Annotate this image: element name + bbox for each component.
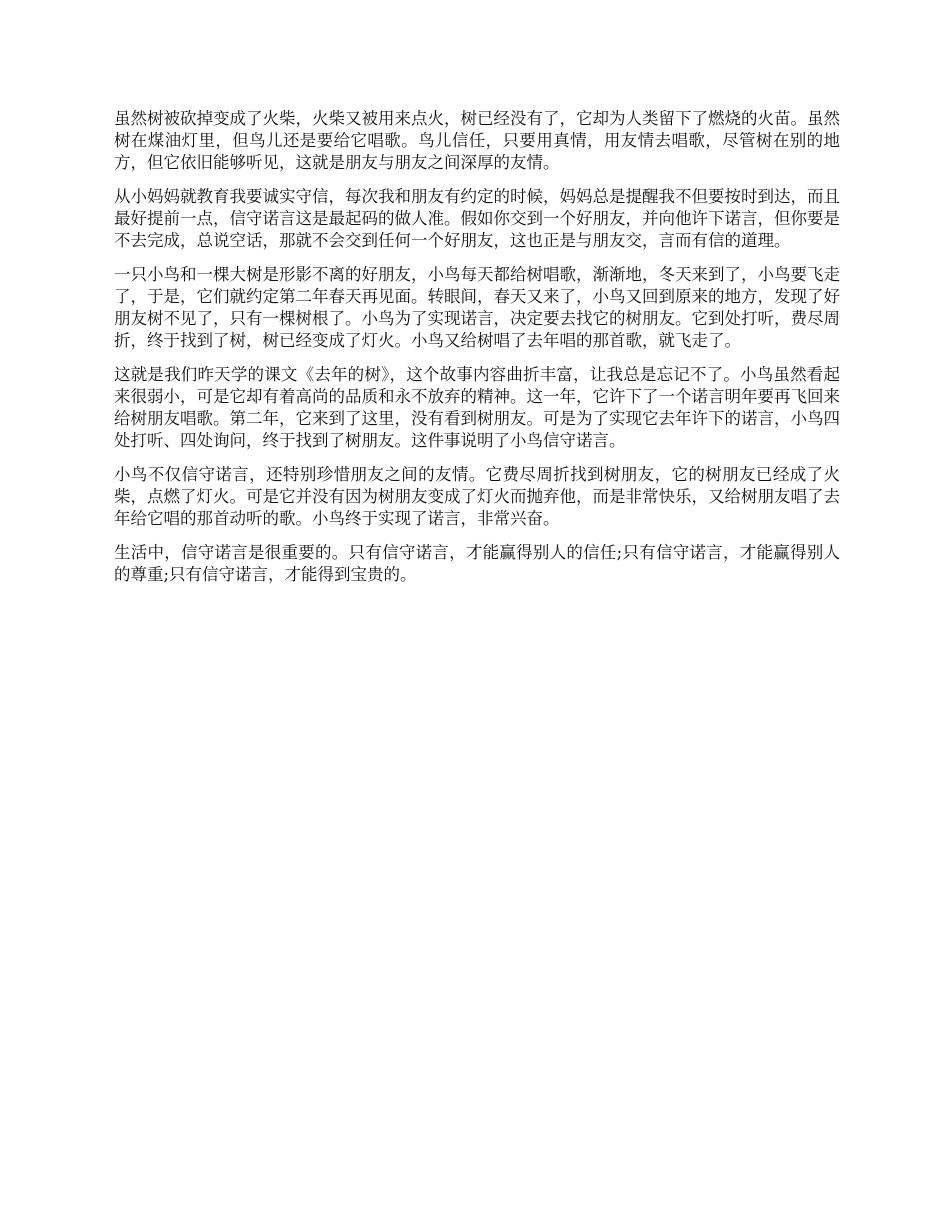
paragraph-4: 这就是我们昨天学的课文《去年的树》，这个故事内容曲折丰富，让我总是忘记不了。小鸟虽然看起来很弱小，可是它却有着高尚的品质和永不放弃的精神。这一年，它许下了一个诺言明年要再飞回来给树朋友唱歌。第二年，它来到了这里，没有看到树朋友。可是为了实现它去年许下的诺言，小鸟四处打听、四处询问，终于找到了树朋友。这件事说明了小鸟信守诺言。: [114, 365, 840, 450]
paragraph-6: 生活中，信守诺言是很重要的。只有信守诺言，才能赢得别人的信任;只有信守诺言，才能赢得别人的尊重;只有信守诺言，才能得到宝贵的。: [114, 543, 840, 584]
document-page: [114, 108, 840, 598]
paragraph-2: 从小妈妈就教育我要诚实守信，每次我和朋友有约定的时候，妈妈总是提醒我不但要按时到达，而且最好提前一点，信守诺言这是最起码的做人准。假如你交到一个好朋友，并向他许下诺言，但你要是不去完成，总说空话，那就不会交到任何一个好朋友，这也正是与朋友交，言而有信的道理。: [114, 187, 840, 250]
paragraph-3: 一只小鸟和一棵大树是形影不离的好朋友，小鸟每天都给树唱歌，渐渐地，冬天来到了，小鸟要飞走了，于是，它们就约定第二年春天再见面。转眼间，春天又来了，小鸟又回到原来的地方，发现了好朋友树不见了，只有一棵树根了。小鸟为了实现诺言，决定要去找它的树朋友。它到处打听，费尽周折，终于找到了树，树已经变成了灯火。小鸟又给树唱了去年唱的那首歌，就飞走了。: [114, 265, 840, 350]
paragraph-5: 小鸟不仅信守诺言，还特别珍惜朋友之间的友情。它费尽周折找到树朋友，它的树朋友已经成了火柴，点燃了灯火。可是它并没有因为树朋友变成了灯火而抛弃他，而是非常快乐，又给树朋友唱了去年给它唱的那首动听的歌。小鸟终于实现了诺言，非常兴奋。: [114, 465, 840, 528]
paragraph-1: 虽然树被砍掉变成了火柴，火柴又被用来点火，树已经没有了，它却为人类留下了燃烧的火苗。虽然树在煤油灯里，但鸟儿还是要给它唱歌。鸟儿信任，只要用真情，用友情去唱歌，尽管树在别的地方，但它依旧能够听见，这就是朋友与朋友之间深厚的友情。: [114, 109, 840, 172]
